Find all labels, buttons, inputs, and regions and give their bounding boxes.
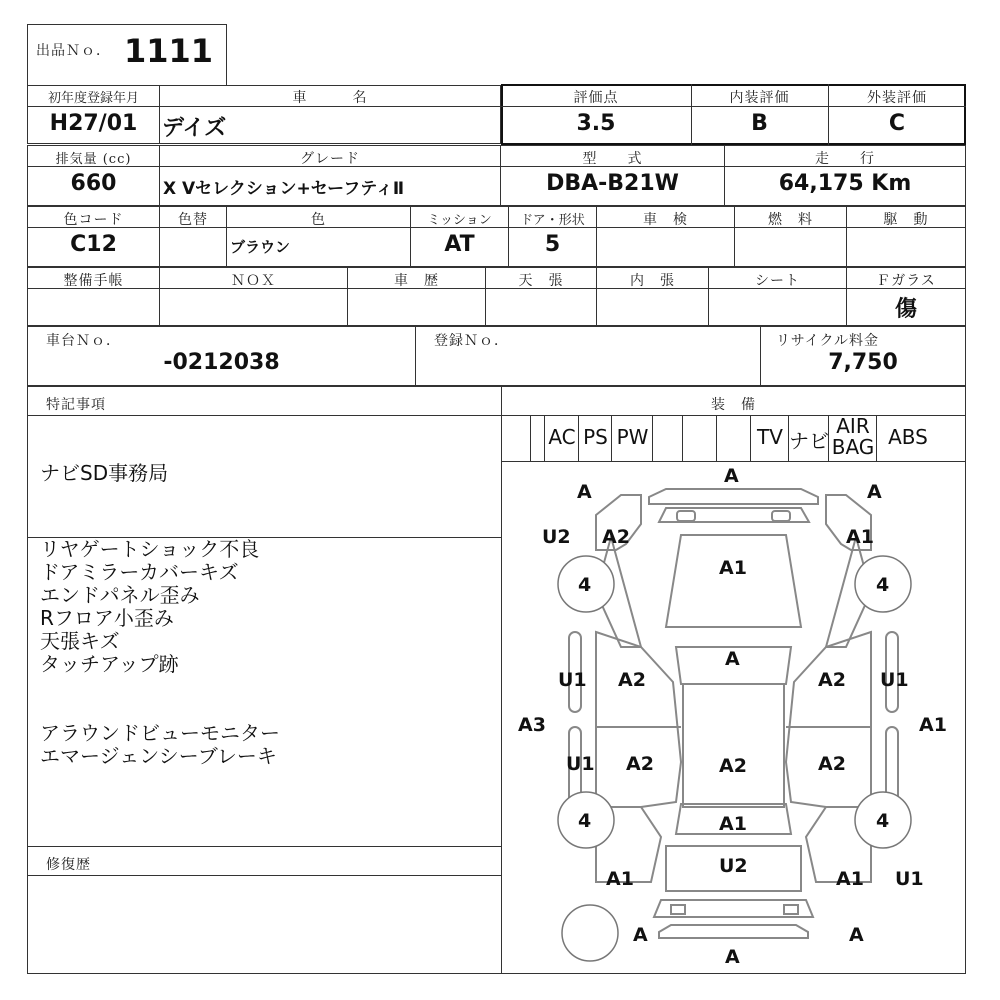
reg-value: H27/01 [49, 111, 138, 136]
notes-line: 天張キズ [40, 629, 120, 653]
dmg-a2-left-rear: A2 [626, 753, 654, 775]
color-code-value: C12 [70, 232, 117, 257]
notes-line: タッチアップ跡 [40, 652, 179, 676]
spare-tyre-circle [562, 905, 618, 961]
dmg-roof: A2 [719, 755, 747, 777]
rear-step-shape [659, 925, 808, 938]
dmg-a2-right-rear: A2 [818, 753, 846, 775]
equip-cell-navi [788, 415, 828, 462]
taillight-right [784, 905, 798, 914]
cell-r4v-1 [27, 288, 160, 326]
cell-r4v-3 [347, 288, 486, 326]
color-label: 色 [311, 212, 326, 228]
cell-r4v-4 [485, 288, 597, 326]
dmg-rear-bumper: A [725, 946, 740, 968]
dmg-u1-right-front: U1 [880, 669, 909, 691]
exterior-label: 外装評価 [867, 90, 927, 106]
dmg-a1-rear-right: A1 [836, 868, 864, 890]
interior-value: B [751, 111, 768, 136]
history-label: 車 歴 [394, 273, 439, 289]
dmg-front-right-corner: A [867, 481, 882, 503]
score-label: 評価点 [573, 90, 619, 106]
notes-line: アラウンドビューモニター [40, 721, 280, 745]
equip-cell-empty2 [682, 415, 716, 462]
repair-label: 修復歴 [46, 857, 91, 873]
dmg-a2-right-front: A2 [818, 669, 846, 691]
headlight-left [677, 511, 695, 521]
dmg-windshield: A [725, 648, 740, 670]
dmg-front-bumper: A [724, 465, 739, 487]
chassis-label: 車台Ｎｏ． [46, 333, 121, 349]
name-value: デイズ [162, 116, 227, 141]
equip-ac: AC [548, 425, 576, 449]
right-doors [786, 632, 871, 807]
dmg-u1-rear-right: U1 [895, 868, 924, 890]
equip-pw: PW [616, 425, 649, 449]
notes-line: エマージェンシーブレーキ [40, 744, 277, 768]
cell-r5v-2 [415, 347, 761, 386]
cell-r4v-5 [596, 288, 709, 326]
notes-line: エンドパネル歪み [40, 583, 200, 607]
dmg-rear-glass: A1 [719, 813, 747, 835]
inspection-label: 車 検 [643, 212, 688, 228]
doors-value: 5 [544, 232, 561, 257]
notes-line: リヤゲートショック不良 [40, 537, 260, 561]
left-doors [596, 632, 681, 807]
mileage-label: 走 行 [815, 151, 875, 167]
reg-label: 初年度登録年月 [47, 91, 139, 106]
score-value: 3.5 [576, 111, 616, 136]
repair-divider-top [27, 846, 502, 847]
equip-cell-pw [611, 415, 652, 462]
dmg-a1-rear-left: A1 [606, 868, 634, 890]
dmg-rear-right-corner: A [849, 924, 864, 946]
nox-label: ＮＯＸ [231, 273, 276, 289]
dmg-rear-left-corner: A [633, 924, 648, 946]
doors-label: ドア・形状 [520, 213, 585, 228]
grade-label: グレード [300, 151, 360, 167]
name-label: 車 名 [292, 90, 368, 106]
exterior-value: C [888, 111, 906, 136]
tyre-fr-depth: 4 [876, 574, 890, 596]
regno-label: 登録Ｎｏ． [434, 333, 509, 349]
mission-value: AT [444, 232, 475, 257]
cell-r3v-8 [846, 227, 966, 267]
dmg-a1-front-right: A1 [846, 526, 874, 548]
dmg-u1-left-rear: U1 [566, 753, 595, 775]
equip-cell-blank2 [716, 415, 750, 462]
lot-number: 1111 [124, 32, 214, 70]
notes-header-line [27, 415, 502, 416]
equip-cell-ac [544, 415, 578, 462]
disp-label: 排気量 (cc) [55, 152, 132, 167]
mileage-value: 64,175 Km [778, 171, 912, 196]
interior-label: 内装評価 [729, 90, 790, 106]
hood-shape [666, 535, 801, 627]
cell-r3v-7 [734, 227, 847, 267]
notes-line: ドアミラーカバーキズ [40, 560, 239, 584]
equip-cell-blank [530, 415, 544, 462]
cell-r4v-6 [708, 288, 847, 326]
glass-value: 傷 [894, 297, 917, 322]
equipment-row [530, 415, 966, 462]
dmg-tailgate: U2 [719, 855, 748, 877]
lot-label: 出品Ｎｏ． [36, 43, 111, 59]
glass-label: Ｆガラス [876, 273, 936, 289]
disp-value: 660 [70, 171, 117, 196]
grade-value: X Vセレクション+セーフティⅡ [163, 179, 405, 199]
dmg-front-left-corner: A [577, 481, 592, 503]
interior-trim-label: 内 張 [630, 273, 675, 289]
model-value: DBA-B21W [546, 171, 679, 196]
cell-r3v-6 [596, 227, 735, 267]
tyre-rr-depth: 4 [876, 810, 890, 832]
notes-label: 特記事項 [46, 397, 106, 413]
cell-r4v-2 [159, 288, 348, 326]
dmg-u1-left-front: U1 [558, 669, 587, 691]
tyre-rl-depth: 4 [578, 810, 592, 832]
headlight-right [772, 511, 790, 521]
maint-label: 整備手帳 [63, 273, 124, 289]
equip-navi: ナビ [789, 429, 829, 453]
color-change-label: 色替 [178, 212, 208, 228]
dmg-u2-front: U2 [542, 526, 571, 548]
roof-shape [683, 684, 784, 807]
recycle-label: リサイクル料金 [776, 333, 880, 349]
equip-cell-ps [578, 415, 611, 462]
color-code-label: 色コード [63, 212, 124, 228]
equip-cell-abs [876, 415, 966, 462]
dmg-a3-left: A3 [518, 714, 546, 736]
taillight-left [671, 905, 685, 914]
repair-divider-bottom [27, 875, 502, 876]
notes-first: ナビSD事務局 [40, 461, 169, 485]
mission-label: ミッション [427, 213, 492, 228]
dmg-a2-front: A2 [602, 526, 630, 548]
dmg-hood: A1 [719, 557, 747, 579]
drive-label: 駆 動 [883, 212, 929, 228]
equip-cell-tv [750, 415, 788, 462]
equip-cell-airbag [828, 415, 876, 462]
equip-tv: TV [757, 425, 783, 449]
color-value: ブラウン [230, 238, 291, 256]
fuel-label: 燃 料 [768, 212, 813, 228]
equip-cell-empty1 [652, 415, 682, 462]
model-label: 型 式 [582, 151, 643, 167]
equip-airbag: AIR BAG [831, 414, 875, 459]
notes-line: Rフロア小歪み [40, 606, 174, 630]
dmg-a1-right: A1 [919, 714, 947, 736]
seat-label: シート [755, 273, 800, 289]
car-diagram [501, 462, 966, 974]
roof-label: 天 張 [518, 273, 564, 289]
equip-abs: ABS [888, 425, 928, 449]
equip-ps: PS [583, 425, 608, 449]
front-bumper-shape [649, 489, 818, 504]
tyre-fl-depth: 4 [578, 574, 592, 596]
recycle-value: 7,750 [828, 350, 898, 375]
equipment-label: 装 備 [711, 397, 756, 413]
cell-r3v-2 [159, 227, 227, 267]
dmg-a2-left-front: A2 [618, 669, 646, 691]
chassis-value: -0212038 [163, 350, 280, 375]
